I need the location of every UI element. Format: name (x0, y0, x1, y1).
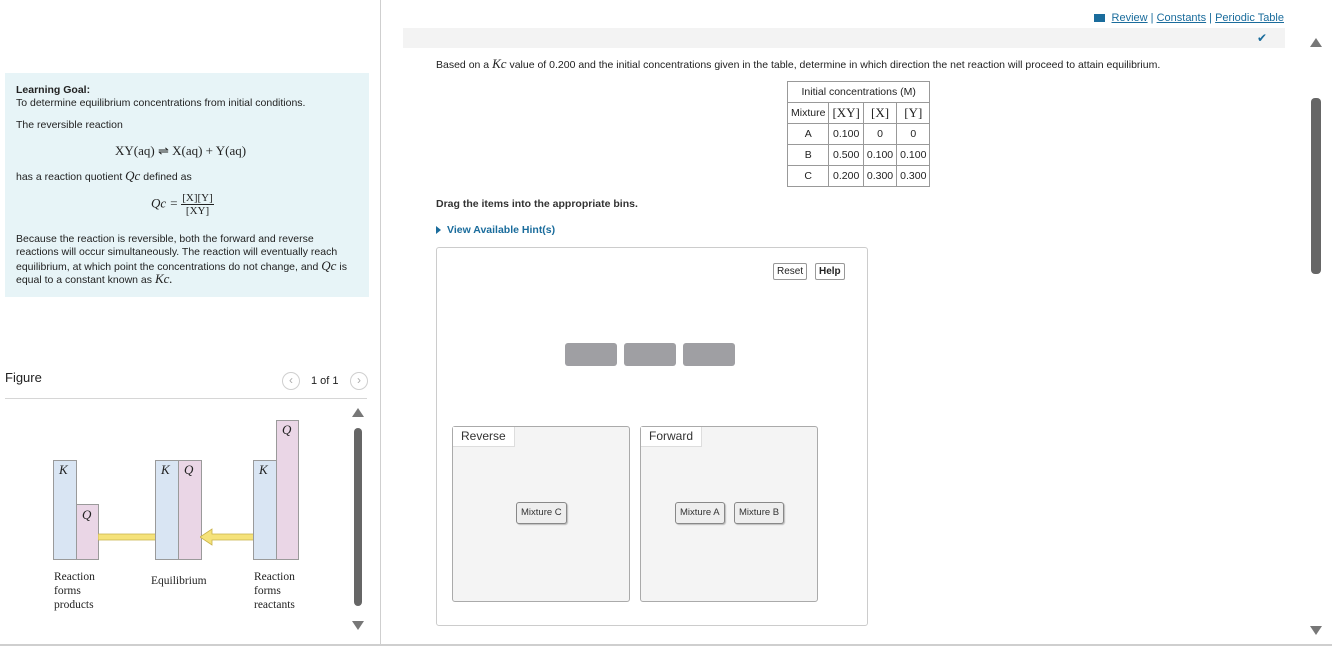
figure-scroll-up-icon[interactable] (352, 408, 364, 417)
caption-reactants-2: forms (254, 585, 281, 597)
prev-figure-button[interactable]: ‹ (282, 372, 300, 390)
reset-button[interactable]: Reset (773, 263, 807, 280)
caption-products-2: forms (54, 585, 81, 597)
q-label-products: Q (82, 507, 92, 522)
figure-scroll-down-icon[interactable] (352, 621, 364, 630)
figure-scrollbar-thumb[interactable] (354, 428, 362, 606)
table-caption: Initial concentrations (M) (788, 82, 930, 103)
bin-label: Forward (641, 427, 702, 447)
header-links (1094, 12, 1284, 24)
table-header: [Y] (897, 103, 930, 124)
table-cell: 0.500 (829, 145, 863, 166)
table-header: Mixture (788, 103, 829, 124)
draggable-mixture-a[interactable]: Mixture A (675, 502, 725, 524)
question-kc: Kc (492, 56, 507, 71)
table-cell: 0.300 (897, 166, 930, 187)
question-part2: value of 0.200 and the initial concentrations given in the table, determine in which direction the net reaction will proceed to attain equilibrium. (509, 59, 1161, 71)
separator-2: | (1209, 12, 1213, 24)
table-cell: 0.300 (863, 166, 896, 187)
table-cell: 0.100 (897, 145, 930, 166)
periodic-table-link[interactable]: Periodic Table (1215, 12, 1284, 24)
caption-products-1: Reaction (54, 571, 95, 583)
q-label-equilibrium: Q (184, 462, 194, 477)
table-cell: 0.200 (829, 166, 863, 187)
caption-reactants-1: Reaction (254, 571, 295, 583)
table-header-row (788, 103, 930, 124)
help-button[interactable]: Help (815, 263, 845, 280)
table-cell: A (788, 124, 829, 145)
table-cell: 0 (863, 124, 896, 145)
goal-title: Learning Goal: (16, 84, 91, 96)
goal-body-3b: is (339, 261, 347, 273)
caret-right-icon (436, 226, 441, 234)
empty-slot (565, 343, 617, 366)
main-scroll-up-icon[interactable] (1310, 38, 1322, 47)
quotient-text-label: has a reaction quotient (16, 171, 123, 183)
goal-body-3a: equilibrium, at which point the concentrations do not change, and (16, 261, 319, 273)
q-label-reactants: Q (282, 422, 292, 437)
formula-lhs: Qc = (151, 195, 179, 211)
bin-reverse[interactable] (452, 426, 630, 602)
main-scroll-down-icon[interactable] (1310, 626, 1322, 635)
book-icon (1094, 14, 1105, 22)
instructions-text: Drag the items into the appropriate bins. (436, 198, 638, 210)
figure-page-count: 1 of 1 (311, 375, 339, 387)
constants-link[interactable]: Constants (1156, 12, 1207, 24)
main-scrollbar-thumb[interactable] (1311, 98, 1321, 274)
empty-slot (624, 343, 676, 366)
table-header: [X] (863, 103, 896, 124)
bin-label: Reverse (453, 427, 515, 447)
question-text (436, 56, 1160, 72)
table-row (788, 145, 930, 166)
goal-body-3-symbol: Qc (321, 258, 337, 273)
goal-body-4-symbol: Kc. (154, 271, 173, 286)
question-part1: Based on a (436, 59, 490, 71)
caption-equilibrium: Equilibrium (151, 575, 207, 587)
separator-1: | (1150, 12, 1154, 24)
formula-denominator: [XY] (185, 205, 210, 217)
k-label-equilibrium: K (161, 462, 170, 477)
formula-fraction (181, 192, 214, 217)
table-cell: 0.100 (863, 145, 896, 166)
reaction-intro: The reversible reaction (16, 119, 123, 131)
hint-link-label: View Available Hint(s) (447, 224, 556, 236)
table-header: [XY] (829, 103, 863, 124)
goal-body-4a: equal to a constant known as (16, 274, 153, 286)
caption-reactants (254, 570, 295, 612)
concentration-table-wrap (787, 81, 930, 187)
goal-body-1: Because the reaction is reversible, both the forward and reverse (16, 233, 314, 245)
goal-intro: To determine equilibrium concentrations from initial conditions. (16, 97, 306, 109)
concentration-table (787, 81, 930, 187)
learning-goal-box (5, 73, 369, 297)
caption-reactants-3: reactants (254, 599, 295, 611)
part-banner (403, 28, 1285, 48)
review-link[interactable]: Review (1111, 12, 1148, 24)
next-figure-button[interactable]: › (350, 372, 368, 390)
figure-divider (5, 398, 367, 399)
reaction-equation: XY(aq) ⇌ X(aq) + Y(aq) (115, 143, 247, 158)
table-cell: C (788, 166, 829, 187)
quotient-suffix: defined as (143, 171, 192, 183)
draggable-mixture-b[interactable]: Mixture B (734, 502, 784, 524)
figure-title: Figure (5, 370, 42, 385)
q-bar-reactants (276, 420, 299, 560)
goal-body-4 (16, 272, 173, 288)
caption-products (54, 570, 95, 612)
k-label-products: K (59, 462, 68, 477)
k-label-reactants: K (259, 462, 268, 477)
table-row (788, 166, 930, 187)
quotient-symbol: Qc (125, 168, 141, 183)
goal-body-2: reactions will occur simultaneously. The reaction will eventually reach (16, 246, 338, 258)
table-cell: 0.100 (829, 124, 863, 145)
quotient-formula (151, 192, 214, 217)
draggable-mixture-c[interactable]: Mixture C (516, 502, 567, 524)
bin-forward[interactable] (640, 426, 818, 602)
table-cell: 0 (897, 124, 930, 145)
caption-products-3: products (54, 599, 94, 611)
table-cell: B (788, 145, 829, 166)
table-row (788, 124, 930, 145)
quotient-text (16, 169, 192, 185)
hint-link[interactable] (436, 224, 555, 236)
check-icon: ✔ (1256, 31, 1267, 45)
empty-slot (683, 343, 735, 366)
formula-numerator: [X][Y] (182, 192, 213, 204)
